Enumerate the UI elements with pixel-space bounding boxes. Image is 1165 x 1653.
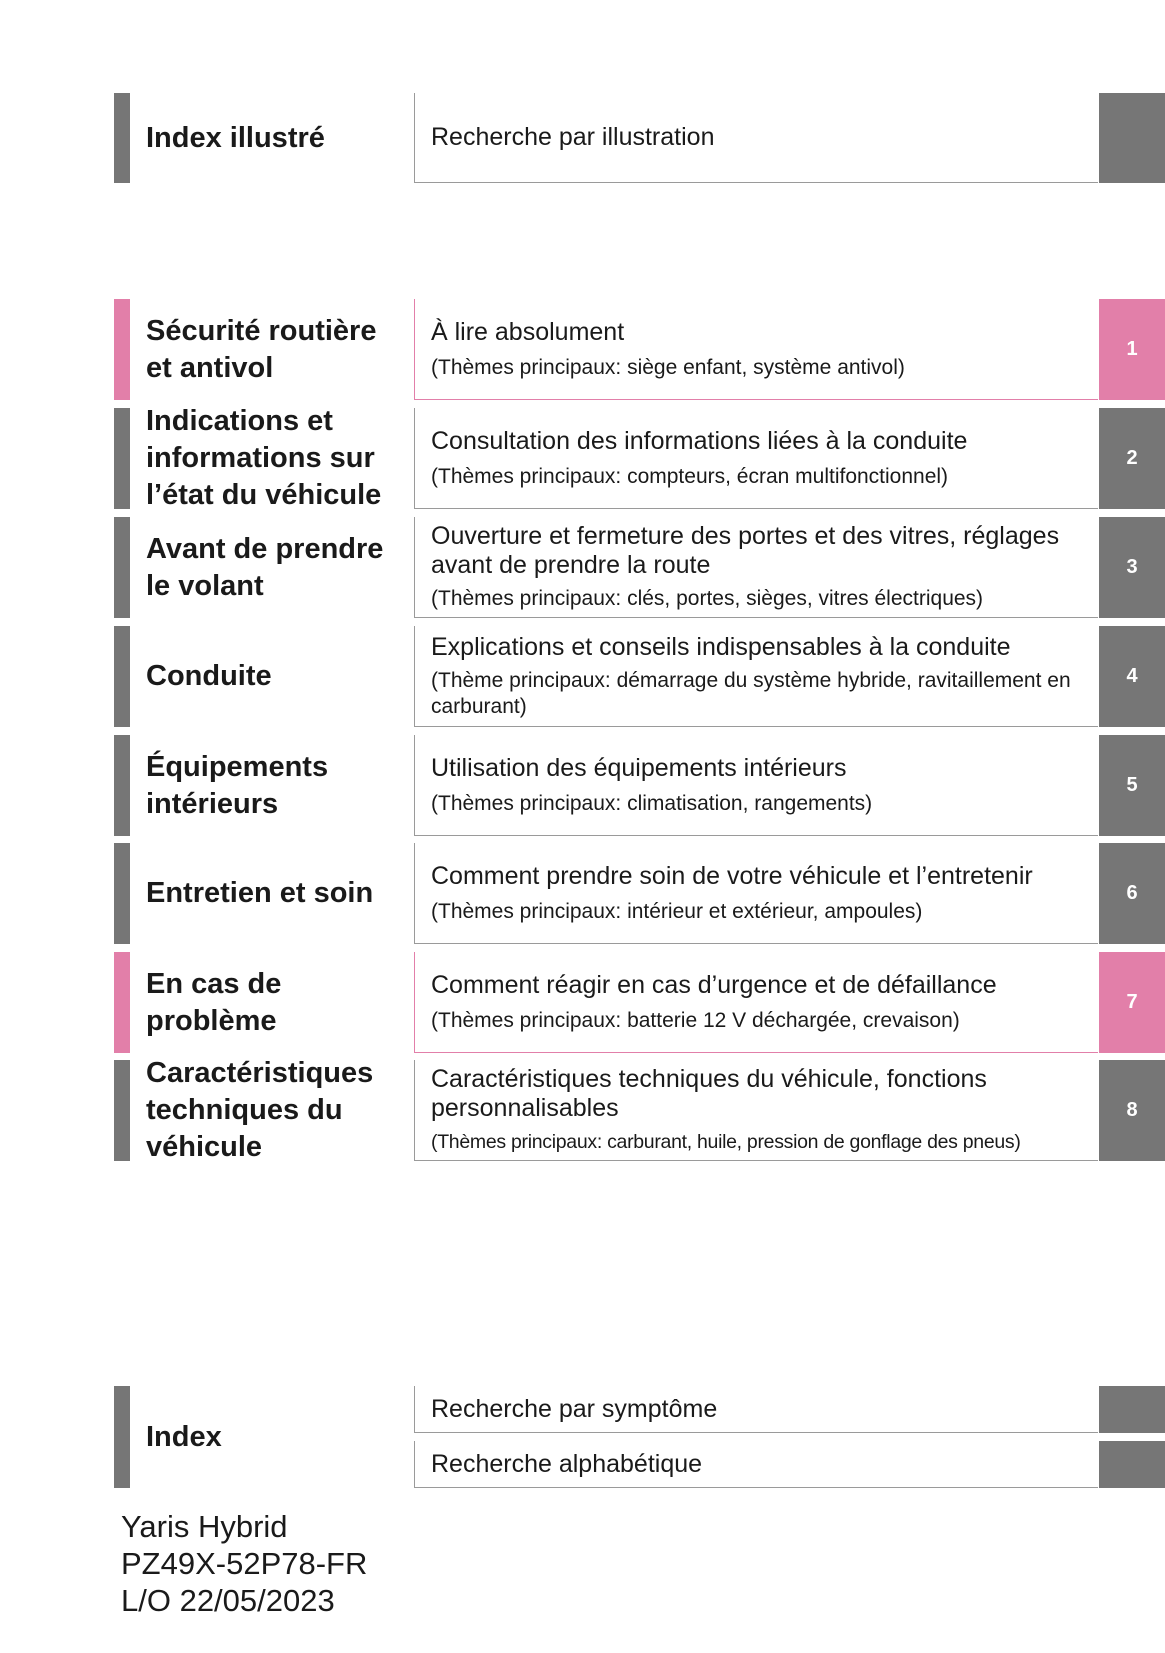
index-alphabetique-tab[interactable]: [1099, 1441, 1165, 1488]
footer-model: Yaris Hybrid: [121, 1509, 288, 1544]
chapter-themes: (Thèmes principaux: climatisation, rangements): [431, 791, 873, 815]
chapter-heading: Entretien et soin: [146, 877, 374, 909]
chapter-description: Ouverture et fermeture des portes et des vitres, réglages avant de prendre la route: [431, 522, 1060, 579]
index-row-symptome[interactable]: [114, 1386, 1165, 1433]
chapter-box[interactable]: [414, 1060, 1098, 1161]
chapter-tab-4[interactable]: 4: [1099, 626, 1165, 727]
chapter-description: Explications et conseils indispensables à la conduite: [431, 632, 1011, 661]
chapter-row-7[interactable]: [114, 952, 1165, 1053]
index-illustre-heading: Index illustré: [146, 121, 325, 154]
chapter-row-4[interactable]: [114, 626, 1165, 727]
chapter-box[interactable]: [414, 408, 1098, 509]
chapter-themes: (Thèmes principaux: siège enfant, système antivol): [431, 355, 905, 379]
chapter-themes: (Thèmes principaux: batterie 12 V déchargée, crevaison): [431, 1008, 960, 1032]
chapter-tab-3[interactable]: 3: [1099, 517, 1165, 618]
chapter-box[interactable]: [414, 843, 1098, 944]
chapter-description: Comment réagir en cas d’urgence et de défaillance: [431, 970, 997, 999]
chapter-tab-2[interactable]: 2: [1099, 408, 1165, 509]
section-bar: [114, 517, 130, 618]
index-alphabetique-box[interactable]: [414, 1441, 1098, 1488]
index-illustre-row[interactable]: [114, 93, 1165, 183]
section-bar: [114, 1060, 130, 1161]
index-illustre-description: Recherche par illustration: [431, 123, 715, 151]
index-symptome-tab[interactable]: [1099, 1386, 1165, 1433]
index-row-alphabetique[interactable]: [114, 1441, 1165, 1488]
chapter-heading: Conduite: [146, 660, 272, 692]
chapter-row-6[interactable]: [114, 843, 1165, 944]
chapter-row-8[interactable]: [114, 1057, 1165, 1163]
chapter-tab-6[interactable]: 6: [1099, 843, 1165, 944]
chapter-tab-8[interactable]: 8: [1099, 1060, 1165, 1161]
section-bar: [114, 843, 130, 944]
section-bar: [114, 93, 130, 183]
chapter-description: À lire absolument: [431, 317, 625, 346]
section-bar: [114, 952, 130, 1053]
chapter-box[interactable]: [414, 952, 1098, 1053]
chapter-tab-1[interactable]: 1: [1099, 299, 1165, 400]
footer-code: PZ49X-52P78-FR: [121, 1546, 368, 1581]
chapter-box[interactable]: [414, 626, 1098, 727]
chapter-tab-5[interactable]: 5: [1099, 735, 1165, 836]
footer: [121, 1508, 367, 1619]
index-symptome-label: Recherche par symptôme: [431, 1394, 718, 1423]
chapter-heading: Équipements intérieurs: [146, 750, 329, 820]
chapter-description: Comment prendre soin de votre véhicule et l’entretenir: [431, 861, 1033, 890]
footer-lo: L/O 22/05/2023: [121, 1583, 335, 1618]
chapter-box[interactable]: [414, 517, 1098, 618]
index-illustre-tab[interactable]: [1099, 93, 1165, 183]
section-bar: [114, 408, 130, 509]
section-bar: [114, 299, 130, 400]
chapter-row-1[interactable]: [114, 299, 1165, 400]
chapter-heading: Indications et informations sur l’état du véhicule: [146, 405, 382, 511]
chapter-row-3[interactable]: [114, 517, 1165, 618]
chapter-row-2[interactable]: [114, 405, 1165, 511]
chapter-box[interactable]: [414, 735, 1098, 836]
index-heading: Index: [146, 1420, 222, 1453]
chapter-themes: (Thèmes principaux: intérieur et extérieur, ampoules): [431, 899, 923, 923]
chapter-themes: (Thème principaux: démarrage du système hybride, ravitaillement en carburant): [431, 668, 1071, 718]
chapter-tab-7[interactable]: 7: [1099, 952, 1165, 1053]
section-bar: [114, 735, 130, 836]
chapter-themes: (Thèmes principaux: carburant, huile, pression de gonflage des pneus): [431, 1131, 1021, 1153]
chapter-heading: Caractéristiques techniques du véhicule: [146, 1057, 374, 1163]
chapter-themes: (Thèmes principaux: compteurs, écran multifonctionnel): [431, 464, 949, 488]
chapter-description: Utilisation des équipements intérieurs: [431, 753, 847, 782]
chapter-description: Consultation des informations liées à la conduite: [431, 426, 968, 455]
chapter-box[interactable]: [414, 299, 1098, 400]
chapter-heading: Avant de prendre le volant: [146, 532, 384, 602]
chapter-heading: En cas de problème: [146, 967, 282, 1037]
index-illustre-box[interactable]: [414, 93, 1098, 183]
chapter-row-5[interactable]: [114, 735, 1165, 836]
chapter-themes: (Thèmes principaux: clés, portes, sièges, vitres électriques): [431, 587, 984, 610]
chapter-description: Caractéristiques techniques du véhicule, fonctions personnalisables: [431, 1065, 987, 1122]
chapter-heading: Sécurité routière et antivol: [146, 314, 377, 384]
index-alphabetique-label: Recherche alphabétique: [431, 1449, 703, 1478]
section-bar: [114, 626, 130, 727]
index-symptome-box[interactable]: [414, 1386, 1098, 1433]
